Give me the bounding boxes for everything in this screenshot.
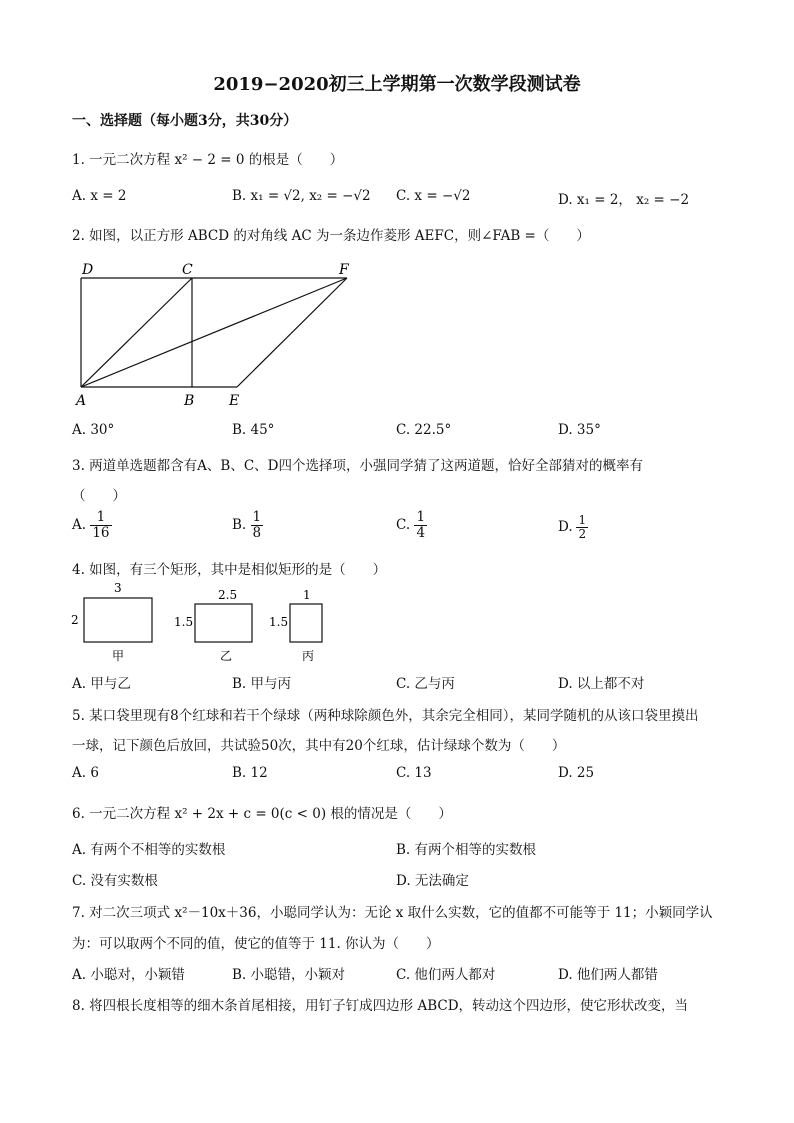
q4-option-d: D. 以上都不对 xyxy=(558,676,645,692)
fraction-1-4: $\frac{1}{4}$ xyxy=(416,509,426,541)
q1-option-b: B. x₁ = √2, x₂ = −√2 xyxy=(232,188,371,204)
label-e: E xyxy=(229,393,240,409)
rect-jia-width: 3 xyxy=(114,581,122,595)
rect-bing-height: 1.5 xyxy=(269,615,289,629)
q5-option-a: A. 6 xyxy=(72,765,99,781)
q6-option-a: A. 有两个不相等的实数根 xyxy=(72,842,226,858)
section-heading: 一、选择题（每小题3分，共30分） xyxy=(72,113,298,129)
question-7-line2: 为：可以取两个不同的值，使它的值等于 11. 你认为（ ） xyxy=(72,936,440,952)
q4-option-a: A. 甲与乙 xyxy=(72,676,131,692)
question-5-line1: 5. 某口袋里现有8个红球和若干个绿球（两种球除颜色外，其余完全相同），某同学随机的从该口袋里摸出 xyxy=(72,708,699,724)
q7-option-a: A. 小聪对，小颖错 xyxy=(72,967,185,983)
label-a: A xyxy=(76,393,87,409)
q6-option-b: B. 有两个相等的实数根 xyxy=(396,842,537,858)
fraction-1-2: $\frac{1}{2}$ xyxy=(578,513,587,542)
label-d: D xyxy=(82,262,94,278)
rect-bing-name: 丙 xyxy=(302,649,315,663)
q4-option-c: C. 乙与丙 xyxy=(396,676,455,692)
question-5-line2: 一球，记下颜色后放回，共试验50次，其中有20个红球，估计绿球个数为（ ） xyxy=(72,738,566,754)
label-b: B xyxy=(184,393,195,409)
question-3-line1: 3. 两道单选题都含有A、B、C、D四个选择项，小强同学猜了这两道题，恰好全部猜对的概率有 xyxy=(72,458,643,474)
q2-option-d: D. 35° xyxy=(558,422,601,438)
rect-jia-height: 2 xyxy=(71,613,79,627)
label-f: F xyxy=(339,262,349,278)
three-rectangles-figure xyxy=(68,580,338,666)
q2-option-c: C. 22.5° xyxy=(396,422,452,438)
q6-option-c: C. 没有实数根 xyxy=(72,873,158,889)
rect-bing-width: 1 xyxy=(303,588,311,602)
q3-option-a: A. $\frac{1}{16}$ xyxy=(72,509,110,541)
q5-option-d: D. 25 xyxy=(558,765,595,781)
question-6: 6. 一元二次方程 x² + 2x + c = 0(c < 0) 根的情况是（ ） xyxy=(72,806,452,822)
question-1: 1. 一元二次方程 x² − 2 = 0 的根是（ ） xyxy=(72,152,344,168)
q6-option-d: D. 无法确定 xyxy=(396,873,469,889)
rect-jia-name: 甲 xyxy=(112,649,125,663)
label-c: C xyxy=(182,262,193,278)
square-rhombus-figure xyxy=(72,258,372,410)
rect-yi-height: 1.5 xyxy=(174,615,194,629)
rect-yi-width: 2.5 xyxy=(218,588,238,602)
q3-option-b: B. $\frac{1}{8}$ xyxy=(232,509,262,541)
q1-option-d: D. x₁ = 2， x₂ = −2 xyxy=(558,192,690,208)
q7-option-b: B. 小聪错，小颖对 xyxy=(232,967,346,983)
page-title: 2019−2020初三上学期第一次数学段测试卷 xyxy=(213,74,581,95)
q2-option-b: B. 45° xyxy=(232,422,275,438)
q5-option-b: B. 12 xyxy=(232,765,268,781)
q1-option-a: A. x = 2 xyxy=(72,188,127,204)
q7-option-d: D. 他们两人都错 xyxy=(558,967,658,983)
question-4: 4. 如图，有三个矩形，其中是相似矩形的是（ ） xyxy=(72,562,387,578)
question-8: 8. 将四根长度相等的细木条首尾相接，用钉子钉成四边形 ABCD，转动这个四边形，使它形状改变，当 xyxy=(72,998,689,1014)
q1-option-c: C. x = −√2 xyxy=(396,188,471,204)
question-2: 2. 如图，以正方形 ABCD 的对角线 AC 为一条边作菱形 AEFC，则∠FAB =（ ） xyxy=(72,228,590,244)
q5-option-c: C. 13 xyxy=(396,765,432,781)
q2-option-a: A. 30° xyxy=(72,422,115,438)
q7-option-c: C. 他们两人都对 xyxy=(396,967,496,983)
fraction-1-8: $\frac{1}{8}$ xyxy=(252,509,262,541)
fraction-1-16: $\frac{1}{16}$ xyxy=(92,509,110,541)
question-3-line2: （ ） xyxy=(72,488,126,504)
question-7-line1: 7. 对二次三项式 x²－10x＋36，小聪同学认为：无论 x 取什么实数，它的值都不可能等于 11；小颖同学认 xyxy=(72,905,713,921)
q4-option-b: B. 甲与丙 xyxy=(232,676,292,692)
q3-option-c: C. $\frac{1}{4}$ xyxy=(396,509,426,541)
q3-option-d: D. $\frac{1}{2}$ xyxy=(558,513,587,542)
rect-yi-name: 乙 xyxy=(220,649,233,663)
